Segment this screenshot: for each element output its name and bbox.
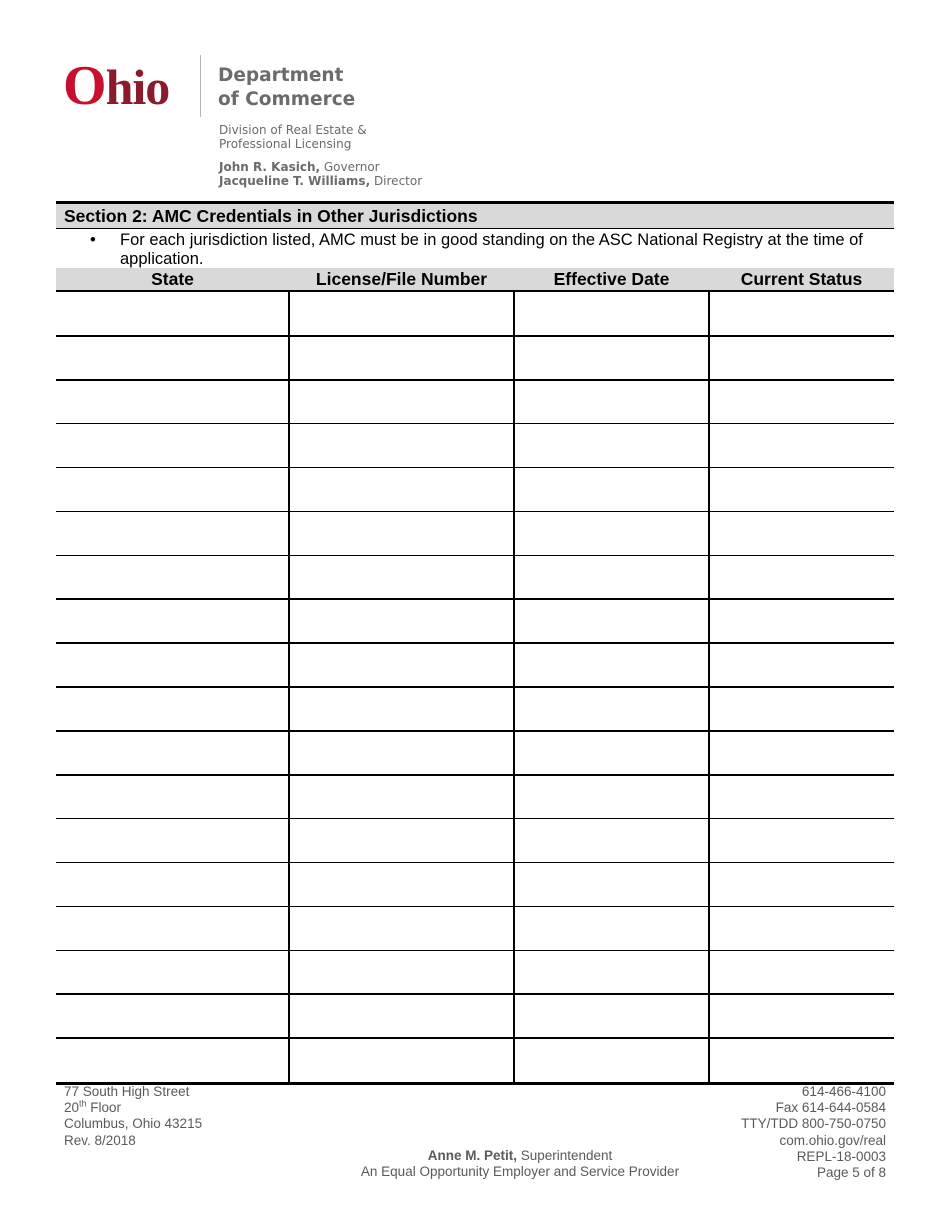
ohio-logo xyxy=(63,55,170,117)
table-cell-license-number[interactable] xyxy=(289,775,514,819)
table-cell-license-number[interactable] xyxy=(289,511,514,555)
section-title: Section 2: AMC Credentials in Other Jurisdictions xyxy=(64,206,478,226)
table-cell-license-number[interactable] xyxy=(289,819,514,863)
row-divider xyxy=(56,730,894,732)
table-cell-effective-date[interactable] xyxy=(514,292,709,336)
row-divider xyxy=(56,598,894,600)
address-street: 77 South High Street xyxy=(64,1084,190,1099)
table-cell-effective-date[interactable] xyxy=(514,336,709,380)
division-name xyxy=(219,123,367,151)
row-divider xyxy=(56,642,894,644)
table-cell-license-number[interactable] xyxy=(289,863,514,907)
governor-name: John R. Kasich, xyxy=(219,160,321,174)
table-cell-state[interactable] xyxy=(56,643,289,687)
row-divider xyxy=(56,511,894,513)
tty-number: TTY/TDD 800-750-0750 xyxy=(741,1116,886,1132)
table-cell-current-status[interactable] xyxy=(709,731,894,775)
section-header xyxy=(56,201,894,229)
table-cell-current-status[interactable] xyxy=(709,950,894,994)
fax-number: Fax 614-644-0584 xyxy=(775,1100,886,1116)
floor-word: Floor xyxy=(86,1100,122,1116)
table-cell-state[interactable] xyxy=(56,775,289,819)
row-divider xyxy=(56,686,894,688)
floor-number: 20 xyxy=(64,1100,80,1116)
superintendent-line xyxy=(340,1148,700,1164)
ohio-logo-o: O xyxy=(63,55,106,117)
table-cell-current-status[interactable] xyxy=(709,643,894,687)
director-name: Jacqueline T. Williams, xyxy=(219,174,371,188)
column-divider xyxy=(513,292,515,1082)
director-line xyxy=(219,174,422,188)
floor-suffix: th xyxy=(79,1098,87,1109)
table-cell-current-status[interactable] xyxy=(709,1038,894,1082)
table-cell-current-status[interactable] xyxy=(709,336,894,380)
table-row xyxy=(56,819,894,863)
column-divider xyxy=(288,292,290,1082)
table-cell-effective-date[interactable] xyxy=(514,1038,709,1082)
table-cell-state[interactable] xyxy=(56,468,289,512)
table-cell-license-number[interactable] xyxy=(289,468,514,512)
table-cell-current-status[interactable] xyxy=(709,599,894,643)
row-divider xyxy=(56,862,894,864)
table-cell-effective-date[interactable] xyxy=(514,731,709,775)
row-divider xyxy=(56,423,894,425)
table-row xyxy=(56,468,894,512)
table-cell-license-number[interactable] xyxy=(289,380,514,424)
row-divider xyxy=(56,774,894,776)
table-cell-current-status[interactable] xyxy=(709,906,894,950)
governor-title: Governor xyxy=(320,160,380,174)
table-cell-license-number[interactable] xyxy=(289,731,514,775)
row-divider xyxy=(56,335,894,337)
ohio-logo-text: hio xyxy=(105,59,170,115)
table-cell-effective-date[interactable] xyxy=(514,775,709,819)
table-cell-state[interactable] xyxy=(56,292,289,336)
table-cell-current-status[interactable] xyxy=(709,292,894,336)
footer-address xyxy=(64,1084,202,1149)
row-divider xyxy=(56,993,894,995)
page-number: Page 5 of 8 xyxy=(816,1165,886,1181)
table-row xyxy=(56,906,894,950)
table-cell-license-number[interactable] xyxy=(289,599,514,643)
column-header-license-number: License/File Number xyxy=(315,269,488,289)
table-cell-current-status[interactable] xyxy=(709,424,894,468)
address-city: Columbus, Ohio 43215 xyxy=(64,1116,203,1132)
division-line-1: Division of Real Estate & xyxy=(219,123,367,137)
table-cell-effective-date[interactable] xyxy=(514,599,709,643)
table-cell-license-number[interactable] xyxy=(289,555,514,599)
row-divider xyxy=(56,1037,894,1039)
table-row xyxy=(56,380,894,424)
officials xyxy=(219,160,422,188)
table-cell-license-number[interactable] xyxy=(289,994,514,1038)
row-divider xyxy=(56,818,894,820)
table-cell-state[interactable] xyxy=(56,994,289,1038)
column-header-current-status: Current Status xyxy=(740,269,863,289)
table-cell-state[interactable] xyxy=(56,687,289,731)
column-header-state: State xyxy=(151,269,194,289)
row-divider xyxy=(56,379,894,381)
table-cell-license-number[interactable] xyxy=(289,336,514,380)
phone-number: 614-466-4100 xyxy=(801,1084,886,1099)
table-cell-license-number[interactable] xyxy=(289,906,514,950)
table-cell-state[interactable] xyxy=(56,599,289,643)
table-cell-state[interactable] xyxy=(56,380,289,424)
column-header-effective-date: Effective Date xyxy=(553,269,670,289)
table-header-row xyxy=(56,268,894,292)
table-cell-effective-date[interactable] xyxy=(514,643,709,687)
department-line-2: of Commerce xyxy=(218,89,356,110)
table-cell-current-status[interactable] xyxy=(709,380,894,424)
table-cell-license-number[interactable] xyxy=(289,424,514,468)
table-cell-current-status[interactable] xyxy=(709,555,894,599)
superintendent-title: Superintendent xyxy=(516,1148,613,1163)
table-cell-license-number[interactable] xyxy=(289,950,514,994)
footer-center xyxy=(340,1148,700,1180)
table-cell-current-status[interactable] xyxy=(709,994,894,1038)
row-divider xyxy=(56,555,894,557)
table-cell-state[interactable] xyxy=(56,731,289,775)
table-cell-effective-date[interactable] xyxy=(514,468,709,512)
table-cell-license-number[interactable] xyxy=(289,643,514,687)
row-divider xyxy=(56,906,894,908)
table-cell-current-status[interactable] xyxy=(709,819,894,863)
governor-line xyxy=(219,160,422,174)
table-cell-effective-date[interactable] xyxy=(514,906,709,950)
bullet-text: For each jurisdiction listed, AMC must be in good standing on the ASC National Registry at the time of application. xyxy=(120,231,863,268)
table-cell-effective-date[interactable] xyxy=(514,950,709,994)
department-name xyxy=(218,64,355,112)
superintendent-name: Anne M. Petit, xyxy=(427,1148,517,1163)
table-cell-effective-date[interactable] xyxy=(514,687,709,731)
table-cell-current-status[interactable] xyxy=(709,468,894,512)
table-row xyxy=(56,863,894,907)
director-title: Director xyxy=(370,174,423,188)
table-row xyxy=(56,424,894,468)
table-cell-current-status[interactable] xyxy=(709,775,894,819)
table-cell-state[interactable] xyxy=(56,424,289,468)
revision-date: Rev. 8/2018 xyxy=(64,1132,136,1148)
table-cell-effective-date[interactable] xyxy=(514,819,709,863)
table-row xyxy=(56,687,894,731)
table-row xyxy=(56,555,894,599)
table-row xyxy=(56,1038,894,1082)
table-cell-effective-date[interactable] xyxy=(514,511,709,555)
website-link: com.ohio.gov/real xyxy=(779,1132,886,1148)
table-cell-state[interactable] xyxy=(56,906,289,950)
table-cell-effective-date[interactable] xyxy=(514,994,709,1038)
table-cell-current-status[interactable] xyxy=(709,511,894,555)
table-cell-state[interactable] xyxy=(56,1038,289,1082)
table-cell-license-number[interactable] xyxy=(289,1038,514,1082)
table-row xyxy=(56,643,894,687)
table-cell-effective-date[interactable] xyxy=(514,424,709,468)
table-cell-effective-date[interactable] xyxy=(514,863,709,907)
footer-contact xyxy=(741,1084,886,1181)
department-line-1: Department xyxy=(218,65,344,86)
table-row xyxy=(56,950,894,994)
bullet-symbol: • xyxy=(90,231,96,249)
logo-divider xyxy=(200,55,201,117)
table-cell-state[interactable] xyxy=(56,555,289,599)
table-cell-state[interactable] xyxy=(56,511,289,555)
table-row xyxy=(56,511,894,555)
table-row xyxy=(56,599,894,643)
table-cell-effective-date[interactable] xyxy=(514,555,709,599)
table-row xyxy=(56,994,894,1038)
table-cell-current-status[interactable] xyxy=(709,687,894,731)
table-cell-current-status[interactable] xyxy=(709,863,894,907)
table-cell-license-number[interactable] xyxy=(289,292,514,336)
table-cell-license-number[interactable] xyxy=(289,687,514,731)
table-cell-state[interactable] xyxy=(56,336,289,380)
equal-opportunity-statement: An Equal Opportunity Employer and Service Provider xyxy=(360,1164,680,1180)
table-row xyxy=(56,292,894,336)
jurisdictions-table xyxy=(56,268,894,1084)
address-floor xyxy=(64,1100,202,1116)
form-number: REPL-18-0003 xyxy=(796,1148,886,1164)
table-row xyxy=(56,731,894,775)
row-divider xyxy=(56,467,894,469)
table-row xyxy=(56,775,894,819)
row-divider xyxy=(56,950,894,952)
column-divider xyxy=(708,292,710,1082)
table-cell-effective-date[interactable] xyxy=(514,380,709,424)
table-cell-state[interactable] xyxy=(56,819,289,863)
table-cell-state[interactable] xyxy=(56,863,289,907)
division-line-2: Professional Licensing xyxy=(219,137,352,151)
table-row xyxy=(56,336,894,380)
table-cell-state[interactable] xyxy=(56,950,289,994)
